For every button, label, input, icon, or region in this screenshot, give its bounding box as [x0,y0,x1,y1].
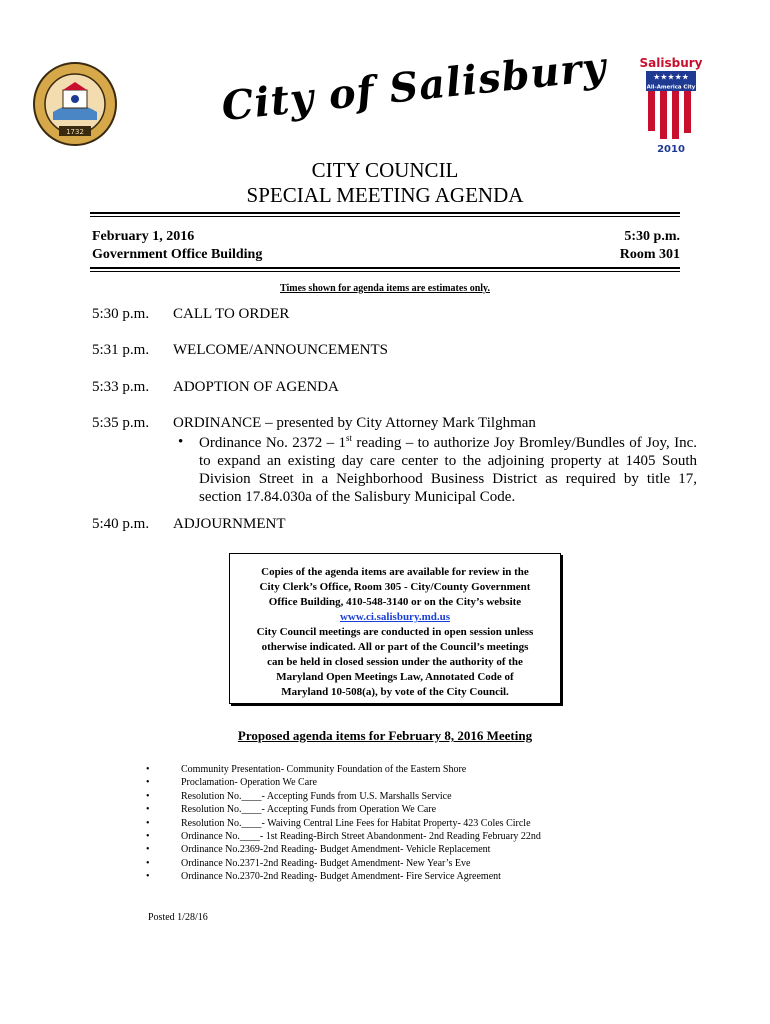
list-item: • Ordinance No.2369-2nd Reading- Budget Amendment- Vehicle Replacement [146,843,541,856]
notice-line: otherwise indicated. All or part of the Council’s meetings [261,641,529,653]
ordinance-line1-rest: reading – to authorize Joy Bromley/Bundles of Joy, Inc. [352,435,697,451]
agenda-item-time: 5:31 p.m. [92,342,150,358]
notice-line: City Clerk’s Office, Room 305 - City/County Government [259,581,531,593]
meeting-time: 5:30 p.m. [624,229,680,244]
agenda-item-title: WELCOME/ANNOUNCEMENTS [173,342,388,358]
proposed-items-list [146,763,541,884]
meeting-date: February 1, 2016 [92,229,195,244]
meeting-location: Government Office Building [92,247,263,262]
ordinance-line: section 17.84.030a of the Salisbury Municipal Code. [199,489,516,505]
meta-rule-top [90,267,680,269]
agenda-item-time: 5:33 p.m. [92,379,150,395]
council-title: CITY COUNCIL [311,158,459,182]
ordinance-line: Division Street in a Neighborhood Business District as required by title 17, [199,471,697,487]
meeting-room: Room 301 [619,247,680,262]
notice-box [229,553,561,704]
ordinance-prefix: Ordinance No. 2372 – 1 [199,435,347,451]
agenda-item-title: CALL TO ORDER [173,306,290,322]
list-item: • Ordinance No.____- 1st Reading-Birch Street Abandonment- 2nd Reading February 22nd [146,830,541,843]
notice-line: Office Building, 410-548-3140 or on the City’s website [268,596,522,608]
header-rule-top [90,212,680,214]
posted-date: Posted 1/28/16 [148,912,208,923]
ordinance-description [199,434,697,506]
city-seal-logo [33,62,117,146]
notice-line: Copies of the agenda items are available for review in the [261,566,529,578]
notice-text [230,565,560,700]
seal-year: 1732 [66,128,84,136]
list-item: • Ordinance No.2370-2nd Reading- Budget Amendment- Fire Service Agreement [146,870,541,883]
times-note: Times shown for agenda items are estimates only. [280,283,490,294]
agenda-item-time: 5:40 p.m. [92,516,150,532]
agenda-item-title: ORDINANCE – presented by City Attorney Mark Tilghman [173,415,536,431]
ordinance-ordinal-suffix: st [346,433,353,443]
proposed-items-heading: Proposed agenda items for February 8, 2016 Meeting [237,728,533,743]
badge-year: 2010 [657,144,685,153]
city-of-salisbury-wordmark: City of Salisbury [219,43,609,131]
agenda-item-title: ADOPTION OF AGENDA [173,379,339,395]
badge-label: All-America City [646,84,696,91]
badge-name: Salisbury [640,56,702,70]
list-item: • Ordinance No.2371-2nd Reading- Budget Amendment- New Year’s Eve [146,857,541,870]
notice-line: City Council meetings are conducted in open session unless [256,626,534,638]
list-item: • Proclamation- Operation We Care [146,776,541,789]
all-america-city-badge [640,55,702,153]
agenda-item-time: 5:35 p.m. [92,415,150,431]
ordinance-bullet: • [178,434,184,450]
city-website-link[interactable]: www.ci.salisbury.md.us [339,611,451,623]
header-rule-bottom [90,216,680,217]
list-item: • Community Presentation- Community Foundation of the Eastern Shore [146,763,541,776]
list-item: • Resolution No.____- Accepting Funds from Operation We Care [146,803,541,816]
list-item: • Resolution No.____- Accepting Funds from U.S. Marshalls Service [146,790,541,803]
list-item: • Resolution No.____- Waiving Central Line Fees for Habitat Property- 423 Coles Circle [146,817,541,830]
agenda-item-title: ADJOURNMENT [173,516,286,532]
badge-stars: ★★★★★ [653,72,689,82]
notice-line: Maryland 10-508(a), by vote of the City Council. [281,686,509,698]
ordinance-line: to expand an existing day care center to the adjoining property at 1405 South [199,453,697,469]
notice-line: can be held in closed session under the authority of the [267,656,523,668]
agenda-title: SPECIAL MEETING AGENDA [246,183,524,207]
meta-rule-bottom [90,271,680,272]
notice-line: Maryland Open Meetings Law, Annotated Code of [276,671,514,683]
ordinance-line [199,434,697,452]
agenda-item-time: 5:30 p.m. [92,306,150,322]
